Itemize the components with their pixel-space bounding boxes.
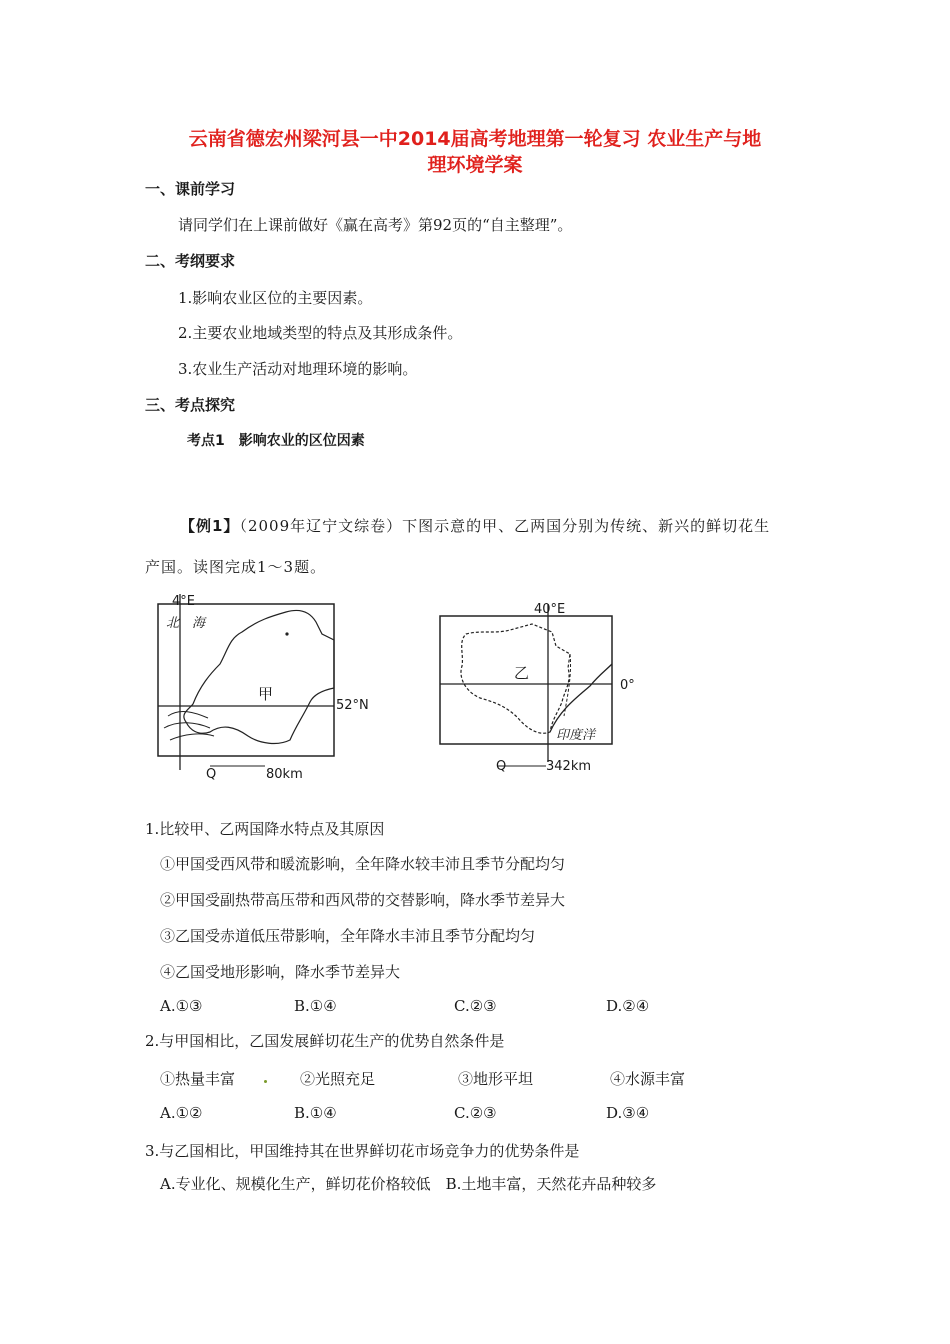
question-1-statement-3: ③乙国受赤道低压带影响，全年降水丰沛且季节分配均匀 (160, 927, 536, 945)
example-line1 (180, 515, 770, 536)
page-title-line2: 理环境学案 (427, 154, 523, 176)
example-text: （2009年辽宁文综卷）下图示意的甲、乙两国分别为传统、新兴的鲜切花生 (239, 517, 771, 535)
section-heading-1: 一、课前学习 (145, 180, 236, 198)
question-3-stem: 3.与乙国相比，甲国维持其在世界鲜切花市场竞争力的优势条件是 (145, 1142, 580, 1160)
map-country-yi (436, 598, 636, 778)
left-map-sea-label: 北 海 (166, 616, 206, 631)
example-line2: 产国。读图完成1～3题。 (145, 558, 327, 576)
question-1-option-a: A.①③ (160, 997, 203, 1015)
question-2-statement-3: ③地形平坦 (458, 1070, 534, 1088)
right-map-scale-zero: Q (496, 759, 507, 774)
right-map-ocean-label: 印度洋 (556, 728, 596, 743)
left-map-scale-zero: Q (206, 767, 217, 782)
question-2-statement-2: ②光照充足 (300, 1070, 376, 1088)
left-map-scale: 80km (266, 767, 303, 782)
question-2-statement-4: ④水源丰富 (610, 1070, 686, 1088)
question-1-option-c: C.②③ (454, 997, 497, 1015)
question-2-option-a: A.①② (160, 1104, 203, 1122)
question-1-option-d: D.②④ (606, 997, 650, 1015)
question-2-option-c: C.②③ (454, 1104, 497, 1122)
question-2-statement-1: ①热量丰富 (160, 1070, 236, 1088)
decorative-dot (264, 1080, 267, 1083)
right-map-country-label: 乙 (514, 664, 530, 682)
left-map-country-label: 甲 (258, 685, 274, 703)
section-heading-2: 二、考纲要求 (145, 252, 236, 270)
question-1-statement-1: ①甲国受西风带和暖流影响，全年降水较丰沛且季节分配均匀 (160, 855, 566, 873)
question-1-statement-4: ④乙国受地形影响，降水季节差异大 (160, 963, 401, 981)
question-2-option-b: B.①④ (294, 1104, 337, 1122)
topic-heading-1: 考点1 影响农业的区位因素 (187, 433, 365, 449)
right-map-latitude: 0° (620, 678, 635, 693)
syllabus-item-2: 2.主要农业地域类型的特点及其形成条件。 (178, 324, 463, 342)
question-1-statement-2: ②甲国受副热带高压带和西风带的交替影响，降水季节差异大 (160, 891, 566, 909)
right-map-longitude: 40°E (534, 602, 566, 617)
syllabus-item-3: 3.农业生产活动对地理环境的影响。 (178, 360, 418, 378)
left-map-longitude: 4°E (172, 594, 195, 609)
syllabus-item-1: 1.影响农业区位的主要因素。 (178, 289, 373, 307)
question-1-option-b: B.①④ (294, 997, 337, 1015)
left-map-latitude: 52°N (336, 698, 369, 713)
section-heading-3: 三、考点探究 (145, 396, 236, 414)
question-3-options-line: A.专业化、规模化生产，鲜切花价格较低 B.土地丰富，天然花卉品种较多 (160, 1175, 657, 1193)
question-2-stem: 2.与甲国相比，乙国发展鲜切花生产的优势自然条件是 (145, 1032, 505, 1050)
question-1-stem: 1.比较甲、乙两国降水特点及其原因 (145, 820, 385, 838)
example-tag: 【例1】 (180, 517, 240, 535)
question-2-option-d: D.③④ (606, 1104, 650, 1122)
page-title-line1: 云南省德宏州梁河县一中2014届高考地理第一轮复习 农业生产与地 (188, 128, 762, 150)
right-map-scale: 342km (546, 759, 592, 774)
section-1-text: 请同学们在上课前做好《赢在高考》第92页的“自主整理”。 (178, 216, 573, 234)
